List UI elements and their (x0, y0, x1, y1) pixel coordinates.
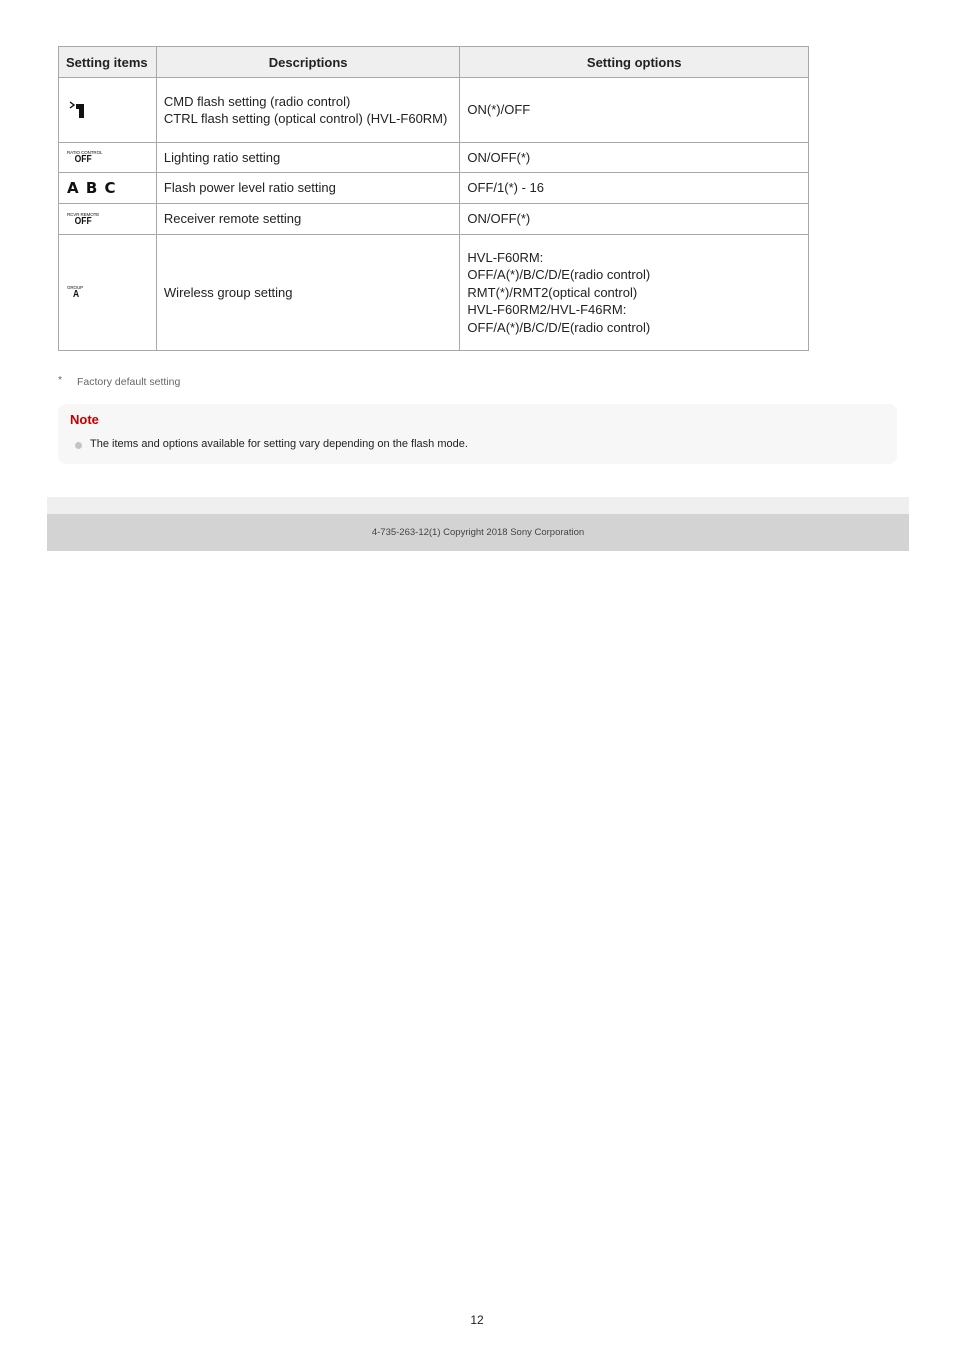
table-row (59, 173, 809, 204)
ratio-control-off-icon (67, 150, 149, 165)
setting-item-cell (59, 143, 157, 173)
option-line: OFF/A(*)/B/C/D/E(radio control) (467, 267, 651, 283)
option-line: ON/OFF(*) (467, 211, 531, 227)
options-cell (460, 235, 809, 351)
footnote-marker: * (58, 374, 63, 386)
footer-spacer-band (47, 497, 909, 514)
table-row (59, 235, 809, 351)
table-row (59, 143, 809, 173)
options-cell (460, 78, 809, 143)
description-cell (156, 235, 460, 351)
description-line: Receiver remote setting (163, 211, 302, 227)
icon-bottom-label: OFF (74, 215, 92, 227)
option-line: OFF/1(*) - 16 (467, 180, 544, 196)
header-setting-options: Setting options (460, 47, 809, 78)
setting-item-cell (59, 204, 157, 235)
icon-bottom-label: OFF (74, 154, 92, 165)
description-line: Wireless group setting (163, 284, 293, 300)
header-descriptions: Descriptions (156, 47, 460, 78)
option-line: HVL-F60RM2/HVL-F46RM: (467, 302, 627, 318)
abc-ratio-icon: A B C (67, 179, 117, 197)
options-cell (460, 143, 809, 173)
rcvr-remote-off-icon (67, 212, 149, 227)
description-line: CMD flash setting (radio control) (163, 93, 351, 109)
cmd-flash-icon (67, 99, 87, 119)
note-title: Note (70, 412, 99, 427)
icon-top-label: RATIO CONTROL (67, 150, 103, 155)
copyright-text: 4-735-263-12(1) Copyright 2018 Sony Corporation (371, 527, 585, 538)
option-line: ON/OFF(*) (467, 149, 531, 165)
table-header-row (59, 47, 809, 78)
bullet-icon (75, 442, 82, 449)
footnote-text: Factory default setting (77, 376, 181, 388)
table-row (59, 78, 809, 143)
table-row (59, 204, 809, 235)
options-cell (460, 173, 809, 204)
page-number: 12 (470, 1313, 484, 1327)
icon-bottom-label: A (72, 289, 80, 300)
group-a-icon (67, 285, 149, 300)
option-line: OFF/A(*)/B/C/D/E(radio control) (467, 319, 651, 335)
description-line: Flash power level ratio setting (163, 180, 336, 196)
option-line: HVL-F60RM: (467, 249, 544, 265)
description-cell (156, 204, 460, 235)
icon-top-label: GROUP (67, 285, 84, 290)
options-cell (460, 204, 809, 235)
description-cell (156, 143, 460, 173)
option-line: ON(*)/OFF (467, 102, 531, 118)
setting-item-cell (59, 235, 157, 351)
description-cell (156, 78, 460, 143)
footer-band (47, 514, 909, 551)
header-setting-items: Setting items (59, 47, 157, 78)
settings-table (58, 46, 809, 351)
note-box (58, 404, 897, 464)
setting-item-cell (59, 78, 157, 143)
note-item: The items and options available for setting vary depending on the flash mode. (90, 438, 468, 450)
description-cell (156, 173, 460, 204)
description-line: Lighting ratio setting (163, 149, 281, 165)
option-line: RMT(*)/RMT2(optical control) (467, 284, 638, 300)
icon-top-label: RCVR REMOTE (67, 211, 100, 217)
description-line: CTRL flash setting (optical control) (HVL-F60RM) (163, 111, 448, 126)
setting-item-cell (59, 173, 157, 204)
